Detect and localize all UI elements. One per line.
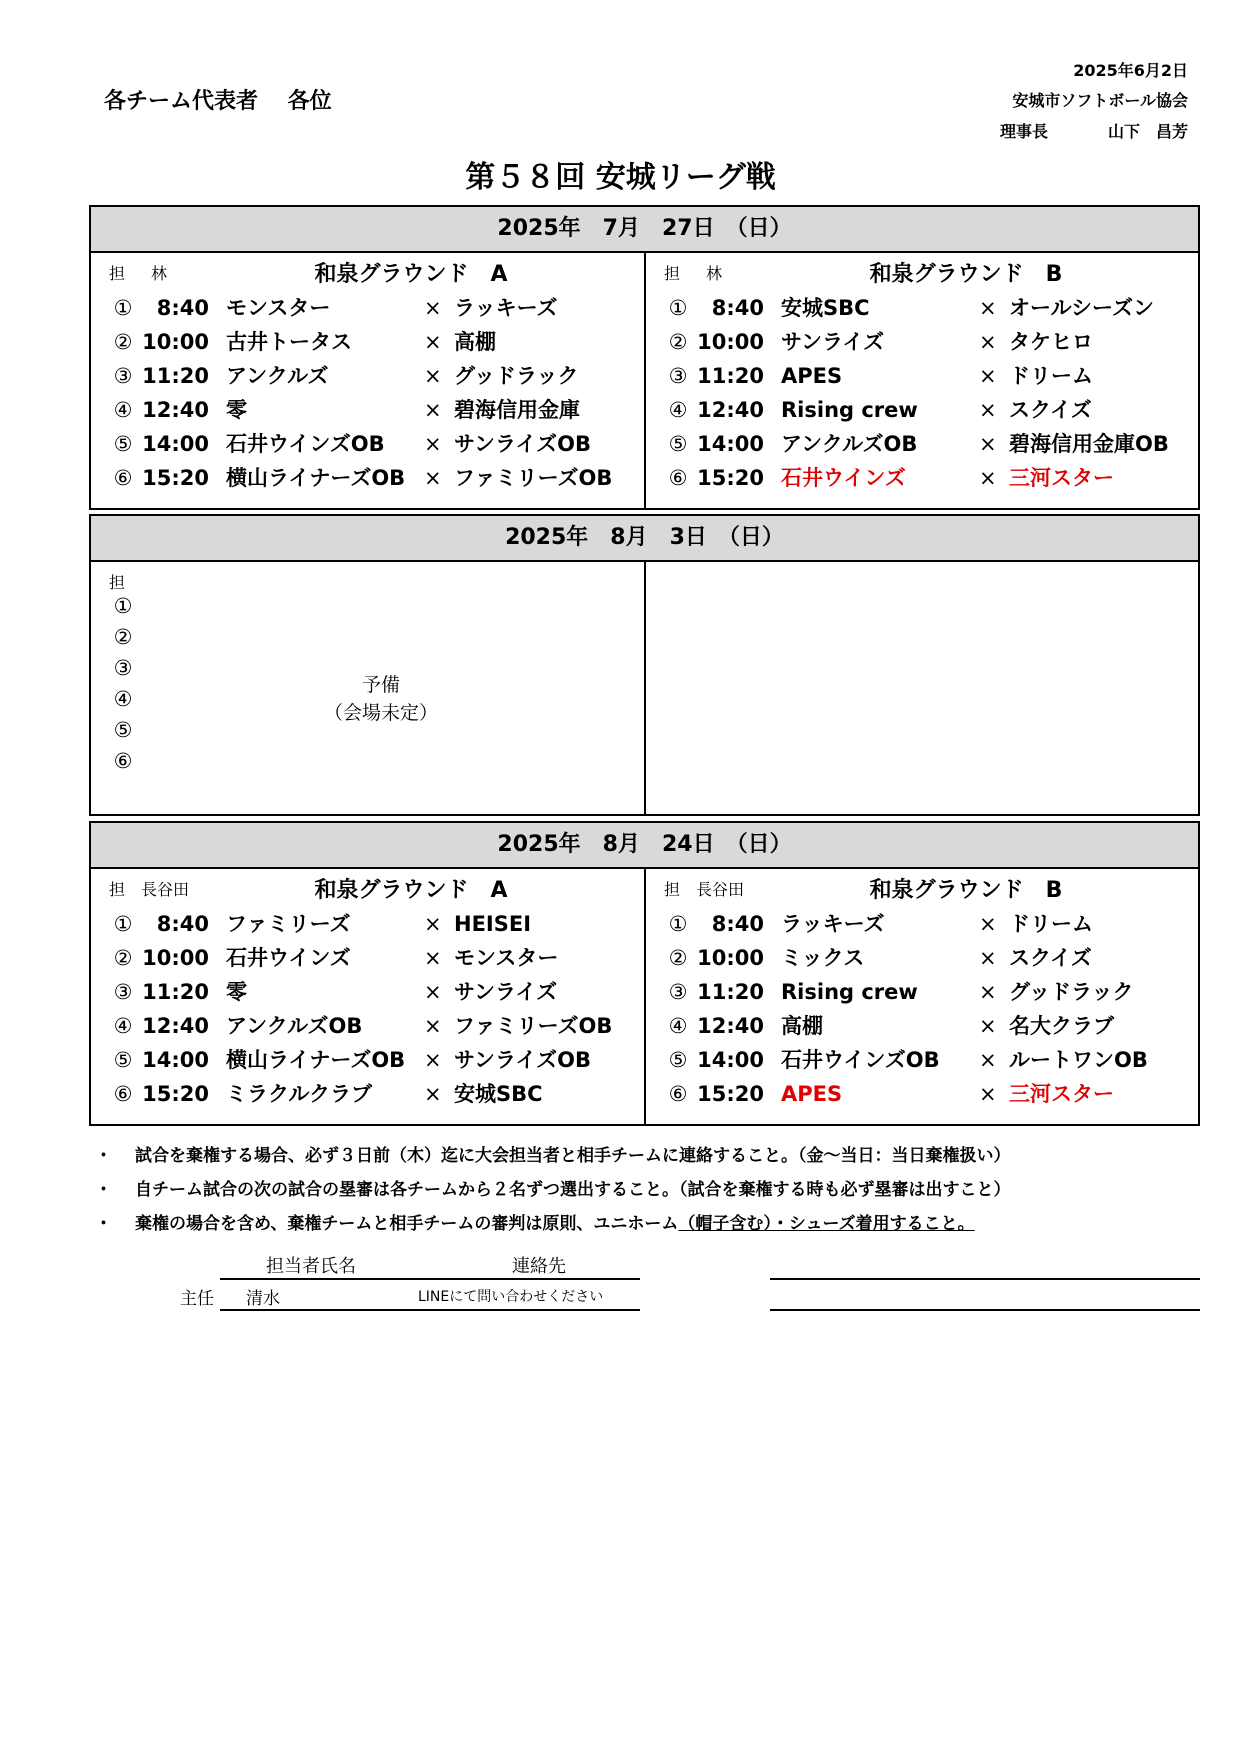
game-time: 12:40 xyxy=(142,398,209,422)
ground-name: 和泉グラウンド B xyxy=(869,262,1063,287)
game-number: ③ xyxy=(668,364,688,388)
team-away: 碧海信用金庫OB xyxy=(1009,432,1169,456)
team-home: 石井ウインズ xyxy=(226,946,351,970)
team-away: HEISEI xyxy=(454,912,532,936)
note-1: ・ 試合を棄権する場合、必ず３日前（木）迄に大会担当者と相手チームに連絡すること。（金～当日：当日棄権扱い） xyxy=(95,1146,1011,1166)
game-time: 8:40 xyxy=(156,296,209,320)
versus-mark: × xyxy=(424,912,442,936)
team-away: 三河スター xyxy=(1009,1082,1114,1106)
blank-line xyxy=(770,1309,1200,1311)
team-home: 高棚 xyxy=(781,1014,823,1038)
game-number: ⑥ xyxy=(113,1082,133,1106)
contact-col-name: 担当者氏名 xyxy=(266,1256,356,1277)
game-number: ① xyxy=(113,296,133,320)
game-time: 11:20 xyxy=(142,364,209,388)
versus-mark: × xyxy=(424,466,442,490)
team-away: オールシーズン xyxy=(1009,296,1155,320)
game-number: ⑥ xyxy=(668,1082,688,1106)
contact-role: 主任 xyxy=(180,1289,214,1309)
game-number: ③ xyxy=(668,980,688,1004)
tanto: 担 林 xyxy=(664,264,723,283)
team-away: 三河スター xyxy=(1009,466,1114,490)
team-home: 古井トータス xyxy=(226,330,352,354)
versus-mark: × xyxy=(424,1082,442,1106)
game-number: ② xyxy=(113,330,133,354)
ground-name: 和泉グラウンド A xyxy=(314,878,508,903)
team-away: サンライズ xyxy=(454,980,558,1004)
versus-mark: × xyxy=(424,330,442,354)
game-time: 11:20 xyxy=(142,980,209,1004)
chair-title: 理事長 xyxy=(1000,122,1049,141)
team-away: タケヒロ xyxy=(1009,330,1093,354)
versus-mark: × xyxy=(979,912,997,936)
contact-col-contact: 連絡先 xyxy=(512,1256,566,1277)
team-away: ドリーム xyxy=(1009,912,1093,936)
team-home: 横山ライナーズOB xyxy=(226,1048,406,1072)
team-home: ファミリーズ xyxy=(226,912,351,936)
team-home: ミックス xyxy=(781,946,865,970)
team-away: ファミリーズOB xyxy=(454,466,613,490)
team-away: 安城SBC xyxy=(454,1082,543,1106)
game-number: ③ xyxy=(113,656,133,680)
game-time: 14:00 xyxy=(142,1048,209,1072)
schedule-day3 xyxy=(89,821,1200,1126)
game-number: ① xyxy=(113,594,133,618)
ground-name: 和泉グラウンド B xyxy=(869,878,1063,903)
game-time: 10:00 xyxy=(142,946,209,970)
tanto: 担 長谷田 xyxy=(109,880,190,899)
chair-name: 山下 昌芳 xyxy=(1107,122,1188,141)
team-home: Rising crew xyxy=(781,980,918,1004)
game-time: 8:40 xyxy=(711,296,764,320)
game-time: 14:00 xyxy=(697,1048,764,1072)
day1-ground-b xyxy=(646,253,1199,510)
game-number: ② xyxy=(113,946,133,970)
versus-mark: × xyxy=(424,364,442,388)
versus-mark: × xyxy=(979,364,997,388)
team-home: APES xyxy=(781,364,843,388)
addressee: 各チーム代表者 各位 xyxy=(104,89,332,114)
game-number: ⑤ xyxy=(668,1048,688,1072)
game-number: ③ xyxy=(113,980,133,1004)
game-number: ⑥ xyxy=(113,466,133,490)
versus-mark: × xyxy=(979,1048,997,1072)
game-time: 15:20 xyxy=(142,1082,209,1106)
day2-date: 2025年 8月 3日 （日） xyxy=(91,516,1198,562)
versus-mark: × xyxy=(424,946,442,970)
versus-mark: × xyxy=(424,398,442,422)
game-time: 14:00 xyxy=(142,432,209,456)
schedule-day1 xyxy=(89,205,1200,510)
team-home: アンクルズOB xyxy=(781,432,918,456)
team-away: 碧海信用金庫 xyxy=(454,398,580,422)
day1-ground-a xyxy=(91,253,644,510)
game-number: ① xyxy=(113,912,133,936)
contact-line xyxy=(220,1278,640,1280)
game-number: ② xyxy=(668,946,688,970)
contact-method: LINEにて問い合わせください xyxy=(418,1289,604,1305)
organization: 安城市ソフトボール協会 xyxy=(1012,91,1188,110)
game-number: ④ xyxy=(668,398,688,422)
game-number: ③ xyxy=(113,364,133,388)
versus-mark: × xyxy=(979,980,997,1004)
versus-mark: × xyxy=(979,432,997,456)
team-home: 石井ウインズ xyxy=(781,466,906,490)
game-time: 10:00 xyxy=(697,330,764,354)
team-away: 高棚 xyxy=(454,330,496,354)
team-home: 横山ライナーズOB xyxy=(226,466,406,490)
versus-mark: × xyxy=(979,398,997,422)
versus-mark: × xyxy=(424,980,442,1004)
tanto: 担 林 xyxy=(109,264,168,283)
team-home: ミラクルクラブ xyxy=(226,1082,372,1106)
team-away: グッドラック xyxy=(454,364,579,388)
issue-date: 2025年6月2日 xyxy=(1073,61,1188,80)
team-home: 石井ウインズOB xyxy=(226,432,385,456)
versus-mark: × xyxy=(979,946,997,970)
blank-line xyxy=(770,1278,1200,1280)
game-number: ② xyxy=(113,625,133,649)
ground-name: 和泉グラウンド A xyxy=(314,262,508,287)
versus-mark: × xyxy=(424,1014,442,1038)
game-number: ① xyxy=(668,296,688,320)
game-time: 11:20 xyxy=(697,364,764,388)
team-home: 安城SBC xyxy=(781,296,870,320)
team-home: ラッキーズ xyxy=(781,912,885,936)
game-time: 15:20 xyxy=(142,466,209,490)
team-home: サンライズ xyxy=(781,330,885,354)
game-time: 10:00 xyxy=(142,330,209,354)
game-number: ⑤ xyxy=(113,432,133,456)
game-number: ⑤ xyxy=(668,432,688,456)
team-away: ドリーム xyxy=(1009,364,1093,388)
game-time: 14:00 xyxy=(697,432,764,456)
game-time: 12:40 xyxy=(697,1014,764,1038)
versus-mark: × xyxy=(424,1048,442,1072)
team-away: ラッキーズ xyxy=(454,296,558,320)
team-away: モンスター xyxy=(454,946,559,970)
reserve-label: 予備 xyxy=(361,674,400,696)
note-2: ・ 自チーム試合の次の試合の塁審は各チームから２名ずつ選出すること。（試合を棄権する時も必ず塁審は出すこと） xyxy=(95,1180,1011,1200)
team-away: スクイズ xyxy=(1009,946,1092,970)
game-number: ⑥ xyxy=(668,466,688,490)
game-time: 15:20 xyxy=(697,466,764,490)
game-number: ⑥ xyxy=(113,749,133,773)
team-home: APES xyxy=(781,1082,843,1106)
versus-mark: × xyxy=(424,432,442,456)
game-time: 8:40 xyxy=(711,912,764,936)
game-number: ④ xyxy=(668,1014,688,1038)
versus-mark: × xyxy=(979,466,997,490)
team-away: サンライズOB xyxy=(454,432,591,456)
team-away: 名大クラブ xyxy=(1009,1014,1114,1038)
game-time: 8:40 xyxy=(156,912,209,936)
game-number: ② xyxy=(668,330,688,354)
team-home: モンスター xyxy=(226,296,331,320)
contact-name: 清水 xyxy=(246,1289,280,1309)
day2-left xyxy=(91,562,644,816)
reserve-note: （会場未定） xyxy=(323,702,438,724)
team-home: Rising crew xyxy=(781,398,918,422)
team-away: ファミリーズOB xyxy=(454,1014,613,1038)
page-title: 第５８回 安城リーグ戦 xyxy=(465,160,776,195)
contact-line xyxy=(220,1309,640,1311)
versus-mark: × xyxy=(979,296,997,320)
day2-right xyxy=(646,562,1199,816)
game-time: 12:40 xyxy=(142,1014,209,1038)
game-number: ④ xyxy=(113,398,133,422)
team-home: 零 xyxy=(226,398,247,422)
note-3: ・ 棄権の場合を含め、棄権チームと相手チームの審判は原則、ユニホーム（帽子含む）・シューズ着用すること。 xyxy=(95,1214,975,1234)
tanto: 担 長谷田 xyxy=(664,880,745,899)
team-home: アンクルズOB xyxy=(226,1014,363,1038)
game-number: ④ xyxy=(113,687,133,711)
day3-ground-b xyxy=(646,869,1199,1126)
game-time: 15:20 xyxy=(697,1082,764,1106)
versus-mark: × xyxy=(979,1082,997,1106)
team-home: アンクルズ xyxy=(226,364,329,388)
versus-mark: × xyxy=(424,296,442,320)
versus-mark: × xyxy=(979,1014,997,1038)
day3-ground-a xyxy=(91,869,644,1126)
game-number: ① xyxy=(668,912,688,936)
game-number: ⑤ xyxy=(113,718,133,742)
tanto: 担 xyxy=(109,573,126,592)
team-away: ルートワンOB xyxy=(1009,1048,1148,1072)
game-time: 12:40 xyxy=(697,398,764,422)
day1-date: 2025年 7月 27日 （日） xyxy=(91,207,1198,253)
game-time: 10:00 xyxy=(697,946,764,970)
game-time: 11:20 xyxy=(697,980,764,1004)
day3-date: 2025年 8月 24日 （日） xyxy=(91,823,1198,869)
team-home: 石井ウインズOB xyxy=(781,1048,940,1072)
team-away: サンライズOB xyxy=(454,1048,591,1072)
game-number: ⑤ xyxy=(113,1048,133,1072)
team-home: 零 xyxy=(226,980,247,1004)
schedule-day2 xyxy=(89,514,1200,816)
versus-mark: × xyxy=(979,330,997,354)
game-number: ④ xyxy=(113,1014,133,1038)
team-away: スクイズ xyxy=(1009,398,1092,422)
team-away: グッドラック xyxy=(1009,980,1134,1004)
